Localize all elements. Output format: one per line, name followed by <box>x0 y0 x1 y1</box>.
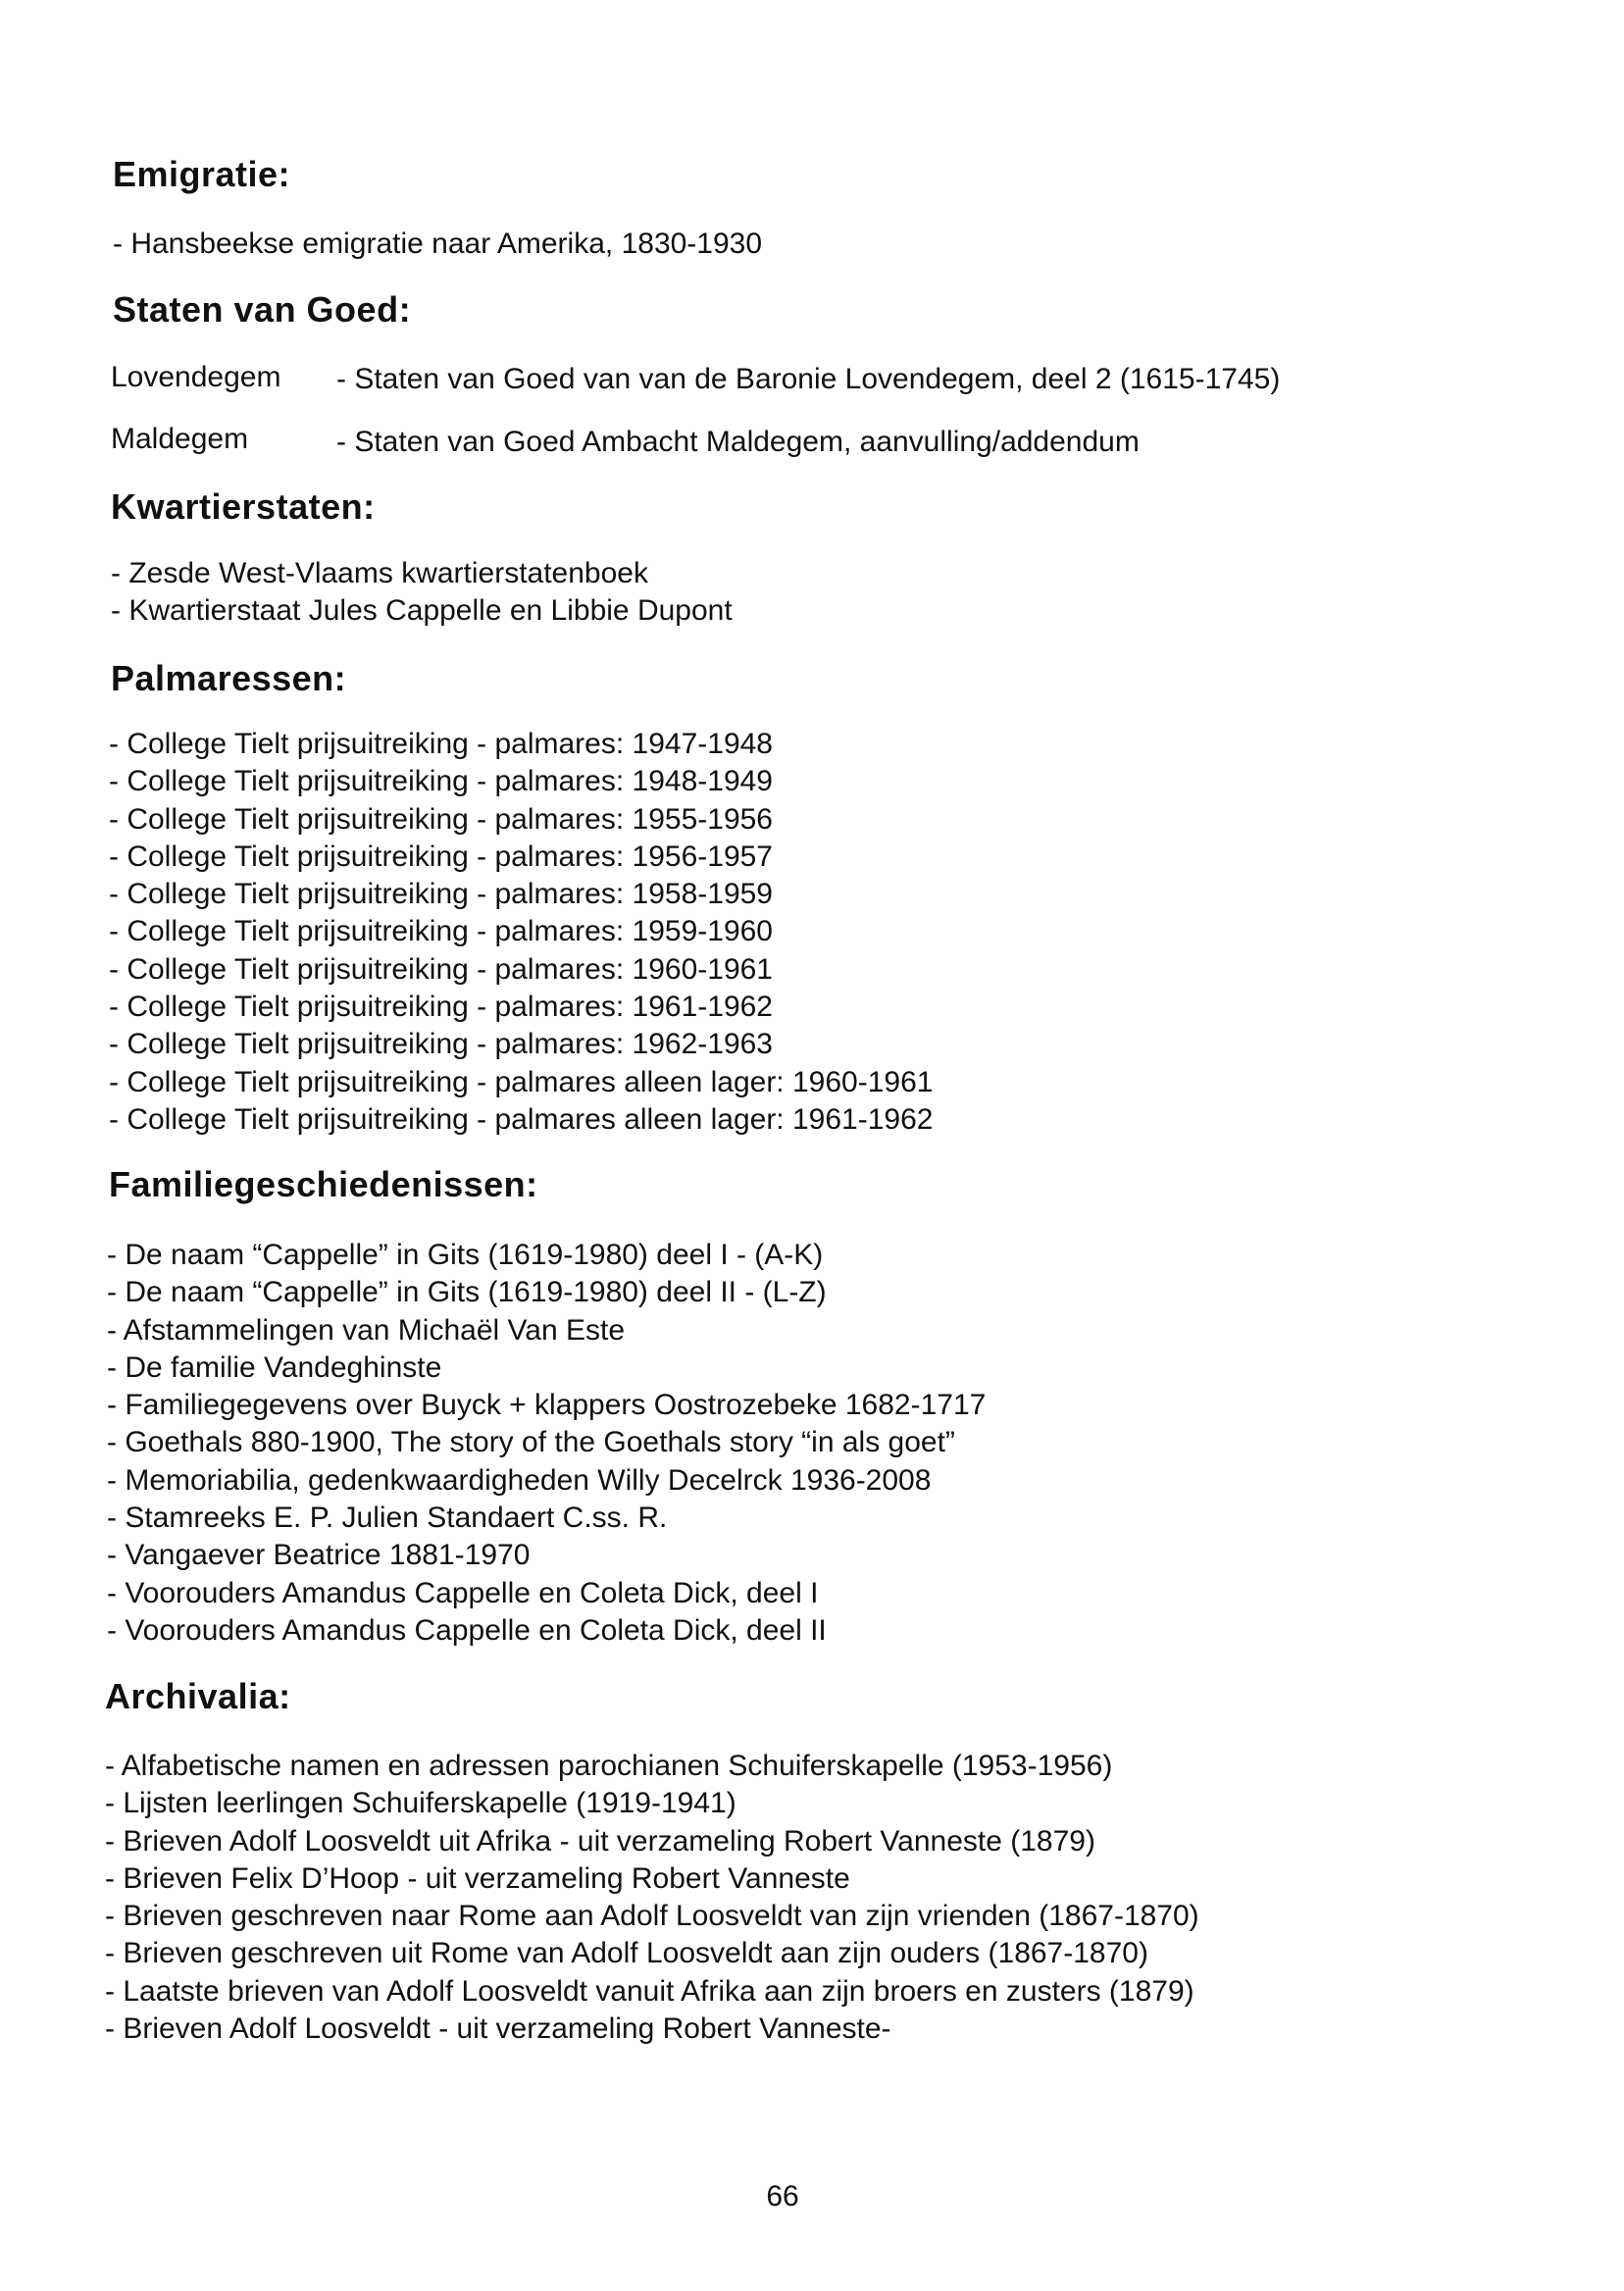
list-item: - College Tielt prijsuitreiking - palmares: 1948-1949 <box>109 765 773 798</box>
list-item: - De naam “Cappelle” in Gits (1619-1980) deel I - (A-K) <box>107 1239 824 1271</box>
list-item: - Voorouders Amandus Cappelle en Coleta Dick, deel I <box>107 1576 819 1609</box>
list-item: - Laatste brieven van Adolf Loosveldt vanuit Afrika aan zijn broers en zusters (1879) <box>105 1974 1194 2008</box>
section-heading-kwartierstaten: Kwartierstaten: <box>111 486 376 527</box>
list-item: - College Tielt prijsuitreiking - palmares: 1959-1960 <box>109 915 773 948</box>
list-item: - Brieven Adolf Loosveldt - uit verzameling Robert Vanneste- <box>105 2012 891 2046</box>
section-heading-palmaressen: Palmaressen: <box>111 658 347 698</box>
list-item: - Memoriabilia, gedenkwaardigheden Willy Decelrck 1936-2008 <box>107 1463 932 1497</box>
list-item: - Alfabetische namen en adressen parochianen Schuiferskapelle (1953-1956) <box>105 1750 1113 1782</box>
list-item: - Familiegegevens over Buyck + klappers Oostrozebeke 1682-1717 <box>107 1389 987 1422</box>
list-item: - Afstammelingen van Michaël Van Este <box>107 1313 626 1347</box>
section-heading-familiegeschiedenissen: Familiegeschiedenissen: <box>109 1164 538 1204</box>
list-item: - College Tielt prijsuitreiking - palmares alleen lager: 1960-1961 <box>109 1065 934 1098</box>
row-text-lovendegem: - Staten van Goed van van de Baronie Lovendegem, deel 2 (1615-1745) <box>336 363 1281 395</box>
row-place-maldegem: Maldegem <box>111 423 249 455</box>
list-item: - Brieven Felix D’Hoop - uit verzameling Robert Vanneste <box>105 1861 850 1895</box>
list-item: - College Tielt prijsuitreiking - palmares: 1960-1961 <box>109 952 773 986</box>
list-item: - College Tielt prijsuitreiking - palmares: 1962-1963 <box>109 1028 773 1061</box>
row-text-maldegem: - Staten van Goed Ambacht Maldegem, aanvulling/addendum <box>336 426 1140 458</box>
palmaressen-list <box>109 726 933 1139</box>
section-heading-emigratie: Emigratie: <box>113 154 291 194</box>
list-item: - College Tielt prijsuitreiking - palmares: 1958-1959 <box>109 878 773 911</box>
list-item: - Kwartierstaat Jules Cappelle en Libbie Dupont <box>111 594 733 628</box>
row-place-lovendegem: Lovendegem <box>111 361 281 393</box>
list-item: - Lijsten leerlingen Schuiferskapelle (1919-1941) <box>105 1787 736 1820</box>
list-item: - College Tielt prijsuitreiking - palmares: 1956-1957 <box>109 840 773 873</box>
list-item: - De naam “Cappelle” in Gits (1619-1980) deel II - (L-Z) <box>107 1276 827 1309</box>
list-item: - Brieven geschreven naar Rome aan Adolf Loosveldt van zijn vrienden (1867-1870) <box>105 1900 1199 1933</box>
list-item: - College Tielt prijsuitreiking - palmares: 1961-1962 <box>109 991 773 1024</box>
page-number: 66 <box>766 2180 799 2213</box>
list-item: - Stamreeks E. P. Julien Standaert C.ss. R. <box>107 1502 668 1535</box>
list-item: - Brieven geschreven uit Rome van Adolf Loosveldt aan zijn ouders (1867-1870) <box>105 1937 1148 1970</box>
list-item: - College Tielt prijsuitreiking - palmares alleen lager: 1961-1962 <box>109 1102 934 1136</box>
list-item: - Hansbeekse emigratie naar Amerika, 1830-1930 <box>113 228 763 260</box>
section-heading-staten-van-goed: Staten van Goed: <box>113 289 412 330</box>
archivalia-list <box>105 1748 1199 2048</box>
list-item: - Zesde West-Vlaams kwartierstatenboek <box>111 557 648 589</box>
section-heading-archivalia: Archivalia: <box>105 1676 291 1716</box>
familiegeschiedenissen-list <box>107 1237 986 1650</box>
list-item: - Vangaever Beatrice 1881-1970 <box>107 1539 531 1572</box>
list-item: - Goethals 880-1900, The story of the Goethals story “in als goet” <box>107 1426 955 1459</box>
list-item: - De familie Vandeghinste <box>107 1350 442 1384</box>
kwartierstaten-list <box>111 555 733 631</box>
list-item: - College Tielt prijsuitreiking - palmares: 1947-1948 <box>109 728 773 760</box>
list-item: - Brieven Adolf Loosveldt uit Afrika - uit verzameling Robert Vanneste (1879) <box>105 1824 1095 1858</box>
list-item: - College Tielt prijsuitreiking - palmares: 1955-1956 <box>109 802 773 836</box>
list-item: - Voorouders Amandus Cappelle en Coleta Dick, deel II <box>107 1613 827 1647</box>
